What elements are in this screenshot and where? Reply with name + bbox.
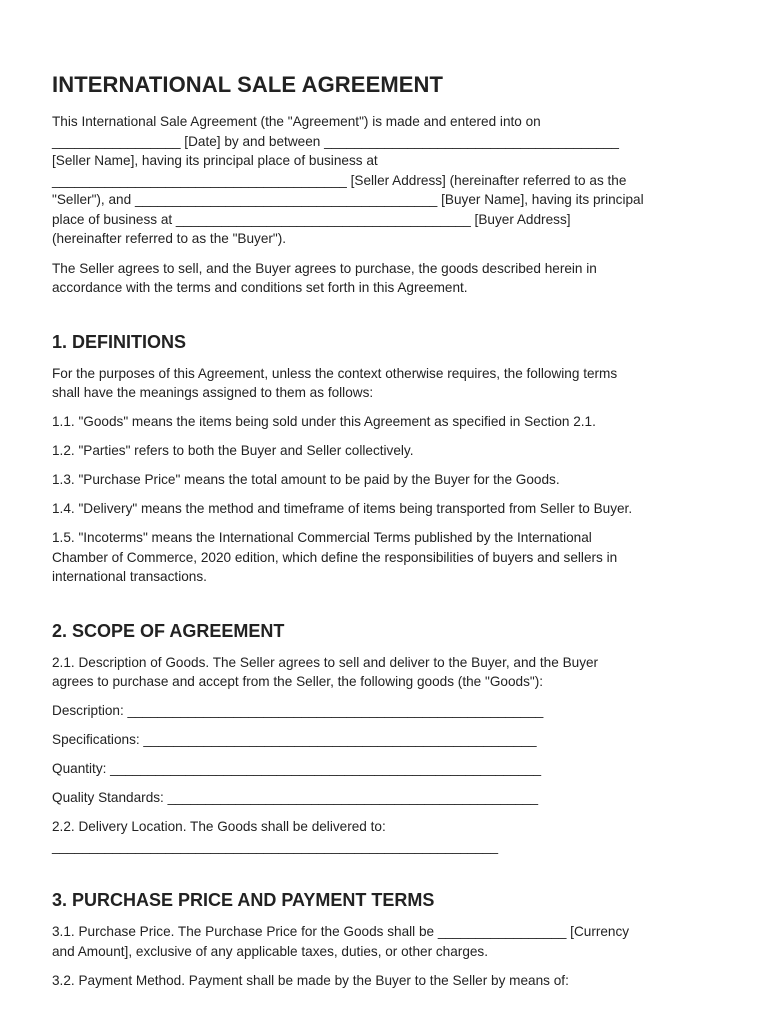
intro-line: _________________ [Date] by and between _______________________________________ [52,133,619,149]
scope-item-line: 2.2. Delivery Location. The Goods shall be delivered to: [52,819,386,834]
intro-line: This International Sale Agreement (the "Agreement") is made and entered into on [52,114,541,129]
delivery-location-field: ___________________________________________________________ [52,838,499,854]
price-item-3-1 [52,922,722,961]
price-item-line: and Amount], exclusive of any applicable taxes, duties, or other charges. [52,943,489,959]
definition-item-line: 1.5. "Incoterms" means the International Commercial Terms published by the International [52,530,592,545]
intro-line: (hereinafter referred to as the "Buyer"). [52,231,287,246]
intro-line: "Seller"), and ________________________________________ [Buyer Name], having its principal [52,192,644,207]
quantity-field: Quantity: _________________________________________________________ [52,761,542,776]
price-item-3-2: 3.2. Payment Method. Payment shall be made by the Buyer to the Seller by means of: [52,972,569,988]
definitions-heading: 1. DEFINITIONS [52,331,187,352]
definition-item: 1.3. "Purchase Price" means the total amount to be paid by the Buyer for the Goods. [52,472,560,487]
definitions-intro [52,364,722,403]
purpose-line: accordance with the terms and conditions set forth in this Agreement. [52,280,468,295]
definition-item: 1.4. "Delivery" means the method and timeframe of items being transported from Seller to Buyer. [52,501,633,516]
definition-item: 1.1. "Goods" means the items being sold under this Agreement as specified in Section 2.1. [52,414,596,429]
intro-line: place of business at _______________________________________ [Buyer Address] [52,211,571,227]
price-heading: 3. PURCHASE PRICE AND PAYMENT TERMS [52,890,435,910]
definitions-intro-line: shall have the meanings assigned to them as follows: [52,385,374,400]
quality-standards-field: Quality Standards: _________________________________________________ [52,790,539,805]
definition-item: 1.2. "Parties" refers to both the Buyer and Seller collectively. [52,443,414,458]
intro-line: [Seller Name], having its principal place of business at [52,153,378,168]
scope-item-line: 2.1. Description of Goods. The Seller agrees to sell and deliver to the Buyer, and the Buyer [52,654,599,670]
definition-item [52,528,722,587]
document-page [52,70,722,990]
specifications-field: Specifications: ____________________________________________________ [52,732,537,747]
document-title: INTERNATIONAL SALE AGREEMENT [52,72,444,97]
definition-item-line: Chamber of Commerce, 2020 edition, which define the responsibilities of buyers and sellers in [52,549,618,565]
definition-item-line: international transactions. [52,569,207,584]
intro-paragraph [52,112,722,249]
scope-item-2-1 [52,653,722,692]
definitions-intro-line: For the purposes of this Agreement, unless the context otherwise requires, the following terms [52,365,618,381]
description-field: Description: _______________________________________________________ [52,703,544,718]
purpose-paragraph [52,259,722,298]
scope-heading: 2. SCOPE OF AGREEMENT [52,620,285,641]
scope-item-2-2 [52,817,722,856]
intro-line: _______________________________________ [Seller Address] (hereinafter referred to as the [52,172,627,188]
purpose-line: The Seller agrees to sell, and the Buyer agrees to purchase, the goods described herein in [52,260,597,276]
price-item-line: 3.1. Purchase Price. The Purchase Price for the Goods shall be _________________ [Currency [52,924,630,939]
scope-item-line: agrees to purchase and accept from the Seller, the following goods (the "Goods"): [52,674,544,689]
